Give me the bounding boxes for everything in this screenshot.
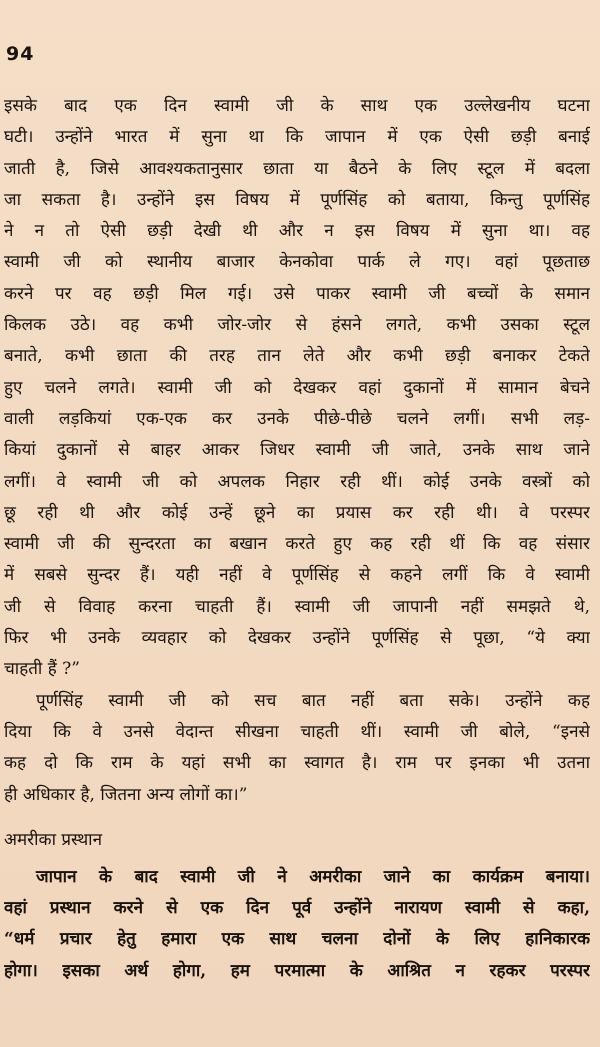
paragraph-line: लगीं। वे स्वामी जी को अपलक निहार रही थीं। कोई उनके वस्त्रों को [4,471,590,492]
paragraph-line: छू रही थी और कोई उन्हें छूने का प्रयास कर रही थी। वे परस्पर [4,502,590,523]
paragraph-line: घटी। उन्होंने भारत में सुना था कि जापान में एक ऐसी छड़ी बनाई [4,127,590,148]
paragraph-line: हुए चलने लगते। स्वामी जी को देखकर वहां दुकानों में सामान बेचने [4,377,590,398]
paragraph-line: “धर्म प्रचार हेतु हमारा एक साथ चलना दोनों के लिए हानिकारक [4,929,590,950]
paragraph-line: वाली लड़कियां एक-एक कर उनके पीछे-पीछे चलने लगीं। सभी लड़- [4,408,590,429]
paragraph-line: करने पर वह छड़ी मिल गई। उसे पाकर स्वामी जी बच्चों के समान [4,283,590,304]
paragraph-line: होगा। इसका अर्थ होगा, हम परमात्मा के आश्रित न रहकर परस्पर [4,960,590,981]
paragraph-line: जी से विवाह करना चाहती हैं। स्वामी जी जापानी नहीं समझते थे, [4,596,590,617]
paragraph-line: दिया कि वे उनसे वेदान्त सीखना चाहती थीं। स्वामी जी बोले, “इनसे [4,721,590,742]
paragraph-line: जाती है, जिसे आवश्यकतानुसार छाता या बैठने के लिए स्टूल में बदला [4,158,590,179]
page-text [4,91,590,987]
paragraph-line: इसके बाद एक दिन स्वामी जी के साथ एक उल्लेखनीय घटना [4,96,590,116]
section-heading: अमरीका प्रस्थान [4,829,103,850]
paragraph-line: वहां प्रस्थान करने से एक दिन पूर्व उन्होंने नारायण स्वामी से कहा, [4,898,590,919]
paragraph-3 [4,862,590,987]
paragraph-line: स्वामी जी की सुन्दरता का बखान करते हुए कह रही थीं कि वह संसार [4,534,590,555]
paragraph-line: चाहती हैं ?” [4,659,80,680]
paragraph-line: किलक उठे। वह कभी जोर-जोर से हंसने लगते, कभी उसका स्टूल [4,315,590,336]
paragraph-line: फिर भी उनके व्यवहार को देखकर उन्होंने पूर्णसिंह से पूछा, “ये क्या [4,628,590,649]
paragraph-1 [4,91,590,686]
paragraph-line: ही अधिकार है, जितना अन्य लोगों का।” [4,784,248,805]
paragraph-line: ने न तो ऐसी छड़ी देखी थी और न इस विषय में सुना था। वह [4,221,590,242]
paragraph-line: पूर्णसिंह स्वामी जी को सच बात नहीं बता सके। उन्होंने कह [36,690,590,711]
paragraph-line: स्वामी जी को स्थानीय बाजार केनकोवा पार्क ले गए। वहां पूछताछ [4,252,590,273]
page-number: 94 [6,43,35,65]
paragraph-2 [4,686,590,811]
paragraph-line: कियां दुकानों से बाहर आकर जिधर स्वामी जी जाते, उनके साथ जाने [4,440,590,461]
paragraph-line: जापान के बाद स्वामी जी ने अमरीका जाने का कार्यक्रम बनाया। [36,866,590,887]
paragraph-line: में सबसे सुन्दर हैं। यही नहीं वे पूर्णसिंह से कहने लगीं कि वे स्वामी [4,565,590,586]
paragraph-line: जा सकता है। उन्होंने इस विषय में पूर्णसिंह को बताया, किन्तु पूर्णसिंह [4,189,590,210]
paragraph-line: बनाते, कभी छाता की तरह तान लेते और कभी छड़ी बनाकर टेकते [4,346,590,367]
paragraph-line: कह दो कि राम के यहां सभी का स्वागत है। राम पर इनका भी उतना [4,753,590,774]
